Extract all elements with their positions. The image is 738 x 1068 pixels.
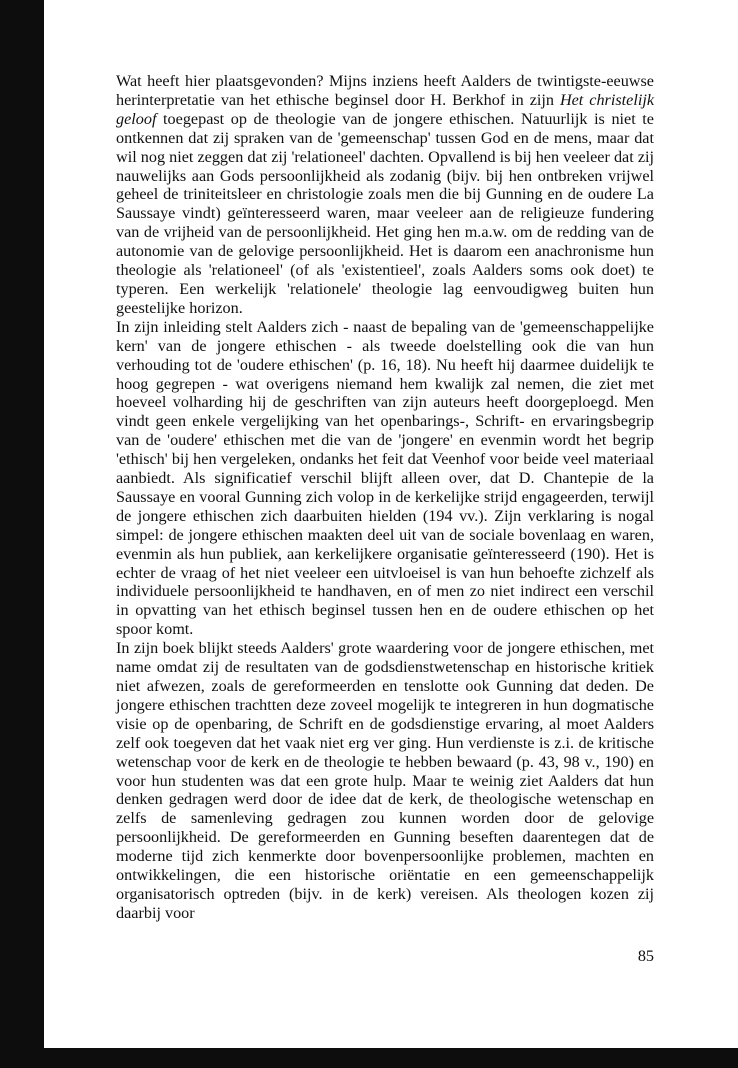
- scan-border-left: [0, 0, 44, 1068]
- paragraph-3: [116, 639, 654, 923]
- book-title: Het christelijk geloof: [116, 90, 655, 128]
- paragraph-3-text: In zijn boek blijkt steeds Aalders' grote waardering voor de jongere ethischen, met name omdat zij de resultaten van de godsdienstwetenschap en historische kritiek niet afwezen, zoals de gereformeerden en tenslotte ook Gunning dat deden. De jongere ethischen trachtten deze zoveel mogelijk te integreren in hun dogmatische visie op de openbaring, de Schrift en de godsdienstige ervaring, al moet Aalders zelf ook toegeven dat het vaak niet erg ver ging. Hun verdienste is z.i. de kritische wetenschap voor de kerk en de theologie te hebben bewaard (p. 43, 98 v., 190) en voor hun studenten was dat een grote hulp. Maar te weinig ziet Aalders dat hun denken gedragen werd door de idee dat de kerk, de theologische wetenschap en zelfs de samenleving gedragen zou kunnen worden door de gelovige persoonlijkheid. De gereformeerden en Gunning beseften daarentegen dat de moderne tijd zich kenmerkte door bovenpersoonlijke problemen, machten en ontwikkelingen, die een historische oriëntatie en een gemeenschappelijk organisatorisch optreden (bijv. in de kerk) vereisen. Als theologen kozen zij daarbij voor: [116, 639, 654, 922]
- paragraph-2-text: In zijn inleiding stelt Aalders zich - naast de bepaling van de 'gemeenschappelijke kern' van de jongere ethischen - als tweede doelstelling ook die van hun verhouding tot de 'oudere ethischen' (p. 16, 18). Nu heeft hij daarmee duidelijk te hoog gegrepen - wat overigens niemand hem kwalijk zal nemen, die ziet met hoeveel volharding hij de geschriften van zijn auteurs heeft doorgeploegd. Men vindt geen enkele vergelijking van het openbarings-, Schrift- en ervaringsbegrip van de 'oudere' ethischen met die van de 'jongere' en evenmin wordt het begrip 'ethisch' bij hen vergeleken, ondanks het feit dat Veenhof voor beide veel materiaal aanbiedt. Als significatief verschil blijft alleen over, dat D. Chantepie de la Saussaye en vooral Gunning zich volop in de kerkelijke strijd engageerden, terwijl de jongere ethischen zich daarbuiten hielden (194 vv.). Zijn verklaring is nogal simpel: de jongere ethischen maakten deel uit van de sociale bovenlaag en waren, evenmin als hun publiek, aan kerkelijkere organisatie geïnteresseerd (190). Het is echter de vraag of het niet veeleer een uitvloeisel is van hun behoefte zichzelf als individuele persoonlijkheid te handhaven, en of men zo niet indirect een verschil in opvatting van het ethisch beginsel tussen hen en de oudere ethischen op het spoor komt.: [116, 317, 654, 639]
- paragraph-1-text-end: toegepast op de theologie van de jongere ethischen. Natuurlijk is niet te ontkennen dat zij spraken van de 'gemeenschap' tussen God en de mens, maar dat wil nog niet zeggen dat zij 'relationeel' dachten. Opvallend is bij hen veeleer dat zij nauwelijks aan Gods persoonlijkheid als zodanig (bijv. bij hen ontbreken vrijwel geheel de triniteitsleer en christologie zoals men die bij Gunning en de oudere La Saussaye vindt) geïnteresseerd waren, maar veeleer aan de religieuze fundering van de vrijheid van de persoonlijkheid. Het ging hen m.a.w. om de redding van de autonomie van de gelovige persoonlijkheid. Het is daarom een anachronisme hun theologie als 'relationeel' (of als 'existentieel', zoals Aalders soms ook doet) te typeren. Een werkelijk 'relationele' theologie lag eenvoudigweg buiten hun geestelijke horizon.: [116, 109, 654, 317]
- page-number: 85: [637, 947, 654, 965]
- paragraph-1: [116, 72, 654, 318]
- body-text: [116, 72, 654, 923]
- paragraph-1-text-start: Wat heeft hier plaatsgevonden? Mijns inziens heeft Aalders de twintigste-eeuwse herinterpretatie van het ethische beginsel door H. Berkhof in zijn: [116, 72, 654, 109]
- scan-border-bottom: [44, 1048, 738, 1068]
- paragraph-2: [116, 318, 654, 639]
